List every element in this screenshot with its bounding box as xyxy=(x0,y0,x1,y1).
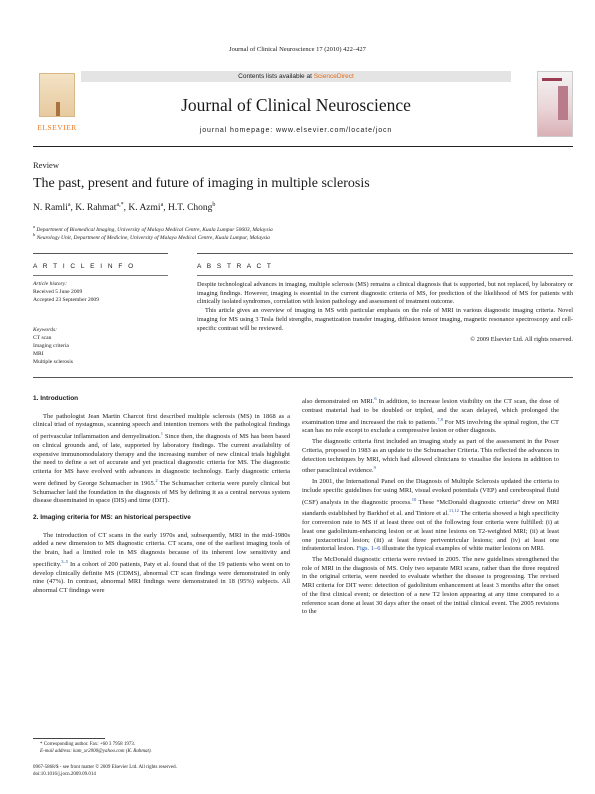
text-run: also demonstrated on MRI. xyxy=(302,398,375,406)
received-date: Received 5 June 2009 xyxy=(33,289,83,295)
divider xyxy=(33,377,573,378)
divider xyxy=(197,275,573,276)
affiliation-text: Department of Biomedical Imaging, University of Malaya Medical Centre, Kuala Lumpur 50603, Malaysia xyxy=(36,226,273,233)
accepted-date: Accepted 23 September 2009 xyxy=(33,297,100,303)
body-column-right xyxy=(302,395,559,617)
contents-prefix: Contents lists available at xyxy=(238,73,312,80)
keyword: Imaging criteria xyxy=(33,343,69,349)
body-paragraph xyxy=(302,395,559,436)
text-run: These “McDonald diagnostic criteria” drew on MRI standards established by Barkhof et al. and Tintore et al. xyxy=(302,498,559,518)
body-paragraph xyxy=(302,438,559,476)
author-name: K. Azmi xyxy=(128,203,161,214)
text-run: The Schumacher criteria were purely clinical but Schumacher laid the foundation in the diagnosis of MS by defining it as a central nervous system disease disseminated in space (DIS) and time (DIT). xyxy=(33,479,291,505)
body-paragraph xyxy=(33,532,290,596)
citation-link[interactable]: 6 xyxy=(374,396,377,401)
citation-link[interactable]: 11,12 xyxy=(448,508,459,514)
abstract xyxy=(197,281,573,345)
abstract-paragraph: This article gives an overview of imaging in MS with particular emphasis on the role of MRI in various diagnostic imaging criteria. Novel imaging for MS using 3 Tesla field strengths, magnetization transfer imaging, diffusion tensor imaging, magnetic resonance spectroscopy and cell-specific contrast will be reviewed. xyxy=(197,307,573,332)
section-heading: 2. Imaging criteria for MS: an historical perspective xyxy=(33,514,191,522)
citation-link[interactable]: 10 xyxy=(411,496,417,502)
author-list: N. Ramli$^a$, K. Rahmat$^{a,*}$, K. Azmi$^a$, H.T. Chong$^b$ xyxy=(33,202,216,214)
text-run: Since then, the diagnosis of MS has been based on clinical grounds and, of late, supported by laboratory findings. The current availability of expensive immunomodulatory therapy and the increasing number of new clinical trials highlight the need to define a set of accurate and yet practical diagnostic criteria for MS. The diagnostic criteria for MS have evolved with advances in diagnostic technology. Early diagnostic criteria were defined by George Schumacher in 1965. xyxy=(33,433,291,487)
figure-link[interactable]: Figs. 1–6 xyxy=(356,545,381,553)
author-name: N. Ramli xyxy=(33,203,68,214)
article-title: The past, present and future of imaging in multiple sclerosis xyxy=(33,176,370,191)
article-info-heading: A R T I C L E I N F O xyxy=(33,263,136,270)
body-column-left xyxy=(33,395,290,596)
journal-homepage[interactable]: journal homepage: www.elsevier.com/locate/jocn xyxy=(199,127,393,134)
keywords-label: Keywords: xyxy=(33,327,58,333)
divider xyxy=(33,275,168,276)
affiliation-mark: b xyxy=(33,232,36,237)
keyword: MRI xyxy=(33,351,44,357)
journal-cover-thumbnail xyxy=(537,71,573,137)
copyright: © 2009 Elsevier Ltd. All rights reserved. xyxy=(470,336,573,344)
author-affil-mark: a xyxy=(67,202,71,208)
citation-link[interactable]: 3–5 xyxy=(61,558,69,564)
text-run: The diagnostic criteria first included an imaging study as part of the assessment in the Poser Criteria, proposed in 1983 as an update to the Schumacher Criteria. This reflected the advances in detection techniques by MRI, which had allowed clinicians to visualise the lesions in addition to other paraclinical evidence. xyxy=(302,438,559,475)
masthead-rule xyxy=(33,146,573,147)
citation-link[interactable]: 9 xyxy=(373,465,376,471)
publisher-name: ELSEVIER xyxy=(37,123,77,132)
author-affil-mark: a xyxy=(160,202,164,208)
journal-title-box xyxy=(81,71,511,143)
author-name: H.T. Chong xyxy=(167,203,213,214)
history-label: Article history: xyxy=(33,281,68,287)
elsevier-logo xyxy=(33,71,81,135)
citation-link[interactable]: 2 xyxy=(155,477,158,483)
body-paragraph: The McDonald diagnostic criteria were revised in 2005. The new guidelines strengthened the role of MRI in the diagnosis of MS. Only two separate MRI scans, rather than the three required in the original criteria, were needed to evaluate whether the disease is progressing. The revised MRI criteria for DIT were: detection of gadolinium enhancement at least 3 months after the onset of the first clinical event; or detection of a new T2 lesion appearing at any time compared to a reference scan done at least 30 days after the onset of the initial clinical event. The 2005 revisions to the xyxy=(302,556,559,616)
elsevier-tree-icon xyxy=(39,73,75,117)
affiliation xyxy=(33,232,270,241)
article-history xyxy=(33,280,168,304)
text-run: The pathologist Jean Martin Charcot first described multiple sclerosis (MS) in 1868 as a clinical triad of nystagmus, scanning speech and intention tremors with the pathological findings of perivascular inflammation and demyelination. xyxy=(33,412,290,441)
sciencedirect-link[interactable]: ScienceDirect xyxy=(313,73,354,80)
article-type: Review xyxy=(33,160,59,170)
citation-link[interactable]: 7,8 xyxy=(437,416,443,422)
keyword: Multiple sclerosis xyxy=(33,359,73,365)
body-paragraph xyxy=(302,478,559,554)
author-affil-mark: b xyxy=(212,202,216,208)
keyword: CT scan xyxy=(33,335,52,341)
journal-masthead xyxy=(33,71,573,143)
affiliation-mark: a xyxy=(33,224,35,229)
footnote-rule xyxy=(33,738,105,739)
citation-link[interactable]: 1 xyxy=(160,431,164,437)
text-run: The introduction of CT scans in the early 1970s and, subsequently, MRI in the mid-1980s added a new dimension to MS diagnostic criteria. CT scans, one of the earliest imaging tools of the brain, had a limited role in MS diagnosis because of its inherent low sensitivity and specificity. xyxy=(33,531,290,569)
divider xyxy=(197,253,573,254)
front-matter-note: 0967-5868/$ - see front matter © 2009 Elsevier Ltd. All rights reserved. xyxy=(33,765,177,770)
text-run: The criteria showed a high specificity for conversion rate to MS if at least three out of the following four criteria were fulfilled: (i) at least one gadolinium-enhancing lesion or at least nine lesions on T2-weighted MRI; (ii) at least one juxtacortical lesion; (iii) at least three periventricular lesions; and (iv) at least one infratentorial lesion. xyxy=(302,510,559,553)
divider xyxy=(33,253,168,254)
journal-title: Journal of Clinical Neuroscience xyxy=(181,95,411,115)
contents-bar xyxy=(81,71,511,82)
text-run: In addition, to increase lesion visibility on the CT scan, the dose of contrast material had to be doubled or tripled, and the scan delayed, which prolonged the examination time and increased the risk to patients. xyxy=(302,398,559,426)
text-run: In a cohort of 200 patients, Paty et al. found that of the 19 patients who went on to develop clinically definite MS (CDMS), abnormal CT scan findings were demonstrated in only nine (47%). In contrast, abnormal MRI findings were demonstrated in 18 (95%) subjects. All abnormal CT findings were xyxy=(33,561,290,595)
author-name: K. Rahmat xyxy=(75,203,117,214)
author-affil-mark[interactable]: a,* xyxy=(116,202,124,208)
text-run: illustrate the typical examples of white matter lesions on MRI. xyxy=(380,545,545,553)
section-heading: 1. Introduction xyxy=(33,395,79,402)
abstract-heading: A B S T R A C T xyxy=(197,263,273,270)
body-paragraph xyxy=(33,413,290,506)
text-run: For MS involving the spinal region, the CT scan has no role except to exclude a compressive lesion or other diagnosis. xyxy=(302,418,559,435)
running-head: Journal of Clinical Neuroscience 17 (2010) 422–427 xyxy=(229,46,366,53)
keywords xyxy=(33,326,168,366)
corresponding-author-note: * Corresponding author. Fax: +60 3 7958 1973. xyxy=(40,742,136,747)
email-note: E-mail address: kam_xr2000@yahoo.com (K. Rahmat). xyxy=(40,749,152,754)
affiliation-text: Neurology Unit, Department of Medicine, University of Malaya Medical Centre, Kuala Lumpur, Malaysia xyxy=(36,234,270,241)
doi-link[interactable]: doi:10.1016/j.jocn.2009.09.014 xyxy=(33,772,96,777)
text-run: In 2001, the International Panel on the Diagnosis of Multiple Sclerosis updated the criteria to include specific guidelines for using MRI, visual evoked potentials (VEP) and cerebrospinal fluid (CSF) analysis in the diagnostic process. xyxy=(302,478,559,506)
abstract-paragraph: Despite technological advances in imaging, multiple sclerosis (MS) remains a clinical diagnosis that is supported, but not replaced, by laboratory or imaging findings. However, imaging is essential in the current diagnostic criteria of MS, for prediction of the likelihood of MS for patients with clinically isolated syndromes, correlation with lesion pathology and assessment of treatment outcome. xyxy=(197,281,573,306)
